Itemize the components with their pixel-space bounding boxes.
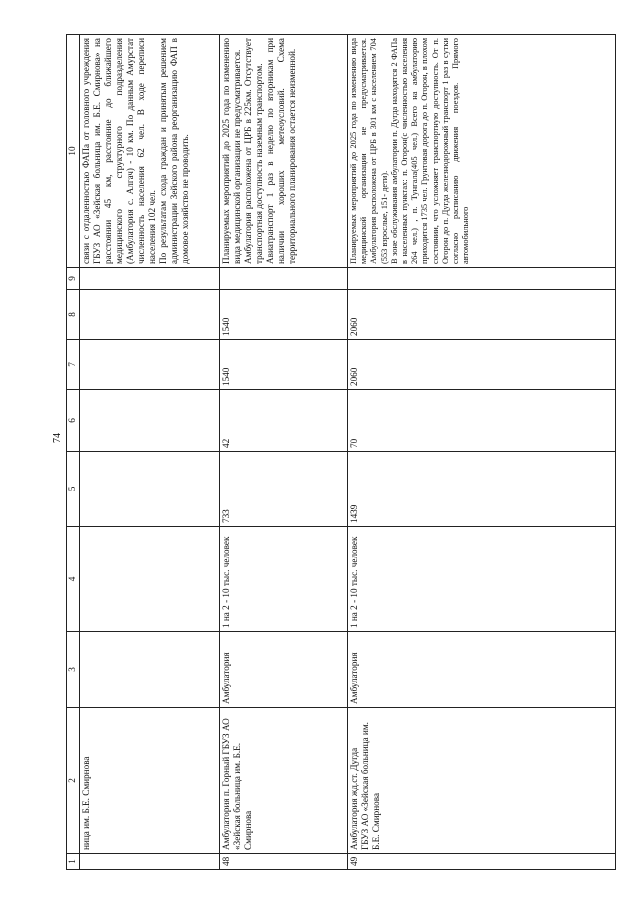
- value-col-7: 2060: [348, 340, 616, 390]
- table-row: [220, 35, 348, 870]
- facility-norm: 1 на 2 - 10 тыс. человек: [348, 527, 616, 632]
- header-cell-1: 1: [67, 854, 80, 870]
- row-number: [80, 854, 220, 870]
- value-col-5: 1439: [348, 452, 616, 527]
- facility-norm: 1 на 2 - 10 тыс. человек: [220, 527, 348, 632]
- table-row: [348, 35, 616, 870]
- header-cell-8: 8: [67, 290, 80, 340]
- facility-name: Амбулатория п. Горный ГБУЗ АО «Зейская больница им. Б.Е. Смирнова: [220, 708, 348, 854]
- facility-name: Амбулатория жд.ст. Дугда ГБУЗ АО «Зейская больница им. Б.Е. Смирнова: [348, 708, 616, 854]
- header-cell-3: 3: [67, 632, 80, 708]
- header-cell-4: 4: [67, 527, 80, 632]
- row-number: 49: [348, 854, 616, 870]
- header-cell-7: 7: [67, 340, 80, 390]
- facility-type: Амбулатория: [220, 632, 348, 708]
- value-col-9: [348, 268, 616, 290]
- header-cell-10: 10: [67, 35, 80, 268]
- value-col-6: 42: [220, 390, 348, 452]
- facility-table: [66, 34, 616, 870]
- value-col-7: 1540: [220, 340, 348, 390]
- value-col-9: [80, 268, 220, 290]
- value-col-9: [220, 268, 348, 290]
- header-row: [67, 35, 80, 870]
- value-col-5: 733: [220, 452, 348, 527]
- header-cell-5: 5: [67, 452, 80, 527]
- facility-norm: [80, 527, 220, 632]
- row-number: 48: [220, 854, 348, 870]
- notes-cell: Планируемых мероприятий до 2025 года по изменению вида медицинской организации не предусматривается. Амбулатория расположена от ЦРБ в 225км. Отсутствует транспортная доступность наземным транспортом. Авиатранспорт 1 раз в неделю по вторникам при наличии хороших метеоусловий. Схема территориального планирования остается неизменной.: [220, 35, 348, 268]
- value-col-6: 70: [348, 390, 616, 452]
- value-col-8: [80, 290, 220, 340]
- facility-type: [80, 632, 220, 708]
- notes-cell: связи с отдаленностью ФАПа от головного учреждения ГБУЗ АО «Зейская больница им. Б.Е. Смирнова» на расстоянии 45 км, расстояние до ближайшего медицинского структурного подразделения (Амбулатория с. Алгач) - 10 км. По данным Амурстат численность населения 62 чел. В ходе переписи населения 102 чел. По результатам схода граждан и принятым решением администрации Зейского района реорганизацию ФАП в домовое хозяйство не проводить.: [80, 35, 220, 268]
- table-row: [80, 35, 220, 870]
- notes-cell: Планируемых мероприятий до 2025 года по изменению вида медицинской организации не предусматривается. Амбулатория расположена от ЦРБ в 301 км с населением 704 (553 взрослые, 151- дети). В зоне обслуживания амбулатории п. Дугда находятся 2 ФАПа в населенных пунктах: п. Огорон(с численностью населения 264 чел.) , п. Тунгала(405 чел.) Всего на амбулаторию приходится 1735 чел. Грунтовая дорога до п. Огорон, в плохом состоянии, что усложняет транспортную доступность. От п. Огорон до п. Дугда железнодорожный транспорт 1 раз в сутки согласно расписанию движения поездов. Прямого автомобильного: [348, 35, 616, 268]
- value-col-5: [80, 452, 220, 527]
- page-number: 74: [52, 433, 63, 443]
- facility-name: ница им. Б.Е. Смирнова: [80, 708, 220, 854]
- header-cell-6: 6: [67, 390, 80, 452]
- header-cell-2: 2: [67, 708, 80, 854]
- value-col-8: 1540: [220, 290, 348, 340]
- facility-type: Амбулатория: [348, 632, 616, 708]
- value-col-6: [80, 390, 220, 452]
- value-col-7: [80, 340, 220, 390]
- header-cell-9: 9: [67, 268, 80, 290]
- value-col-8: 2060: [348, 290, 616, 340]
- rotated-table-wrapper: [66, 35, 614, 870]
